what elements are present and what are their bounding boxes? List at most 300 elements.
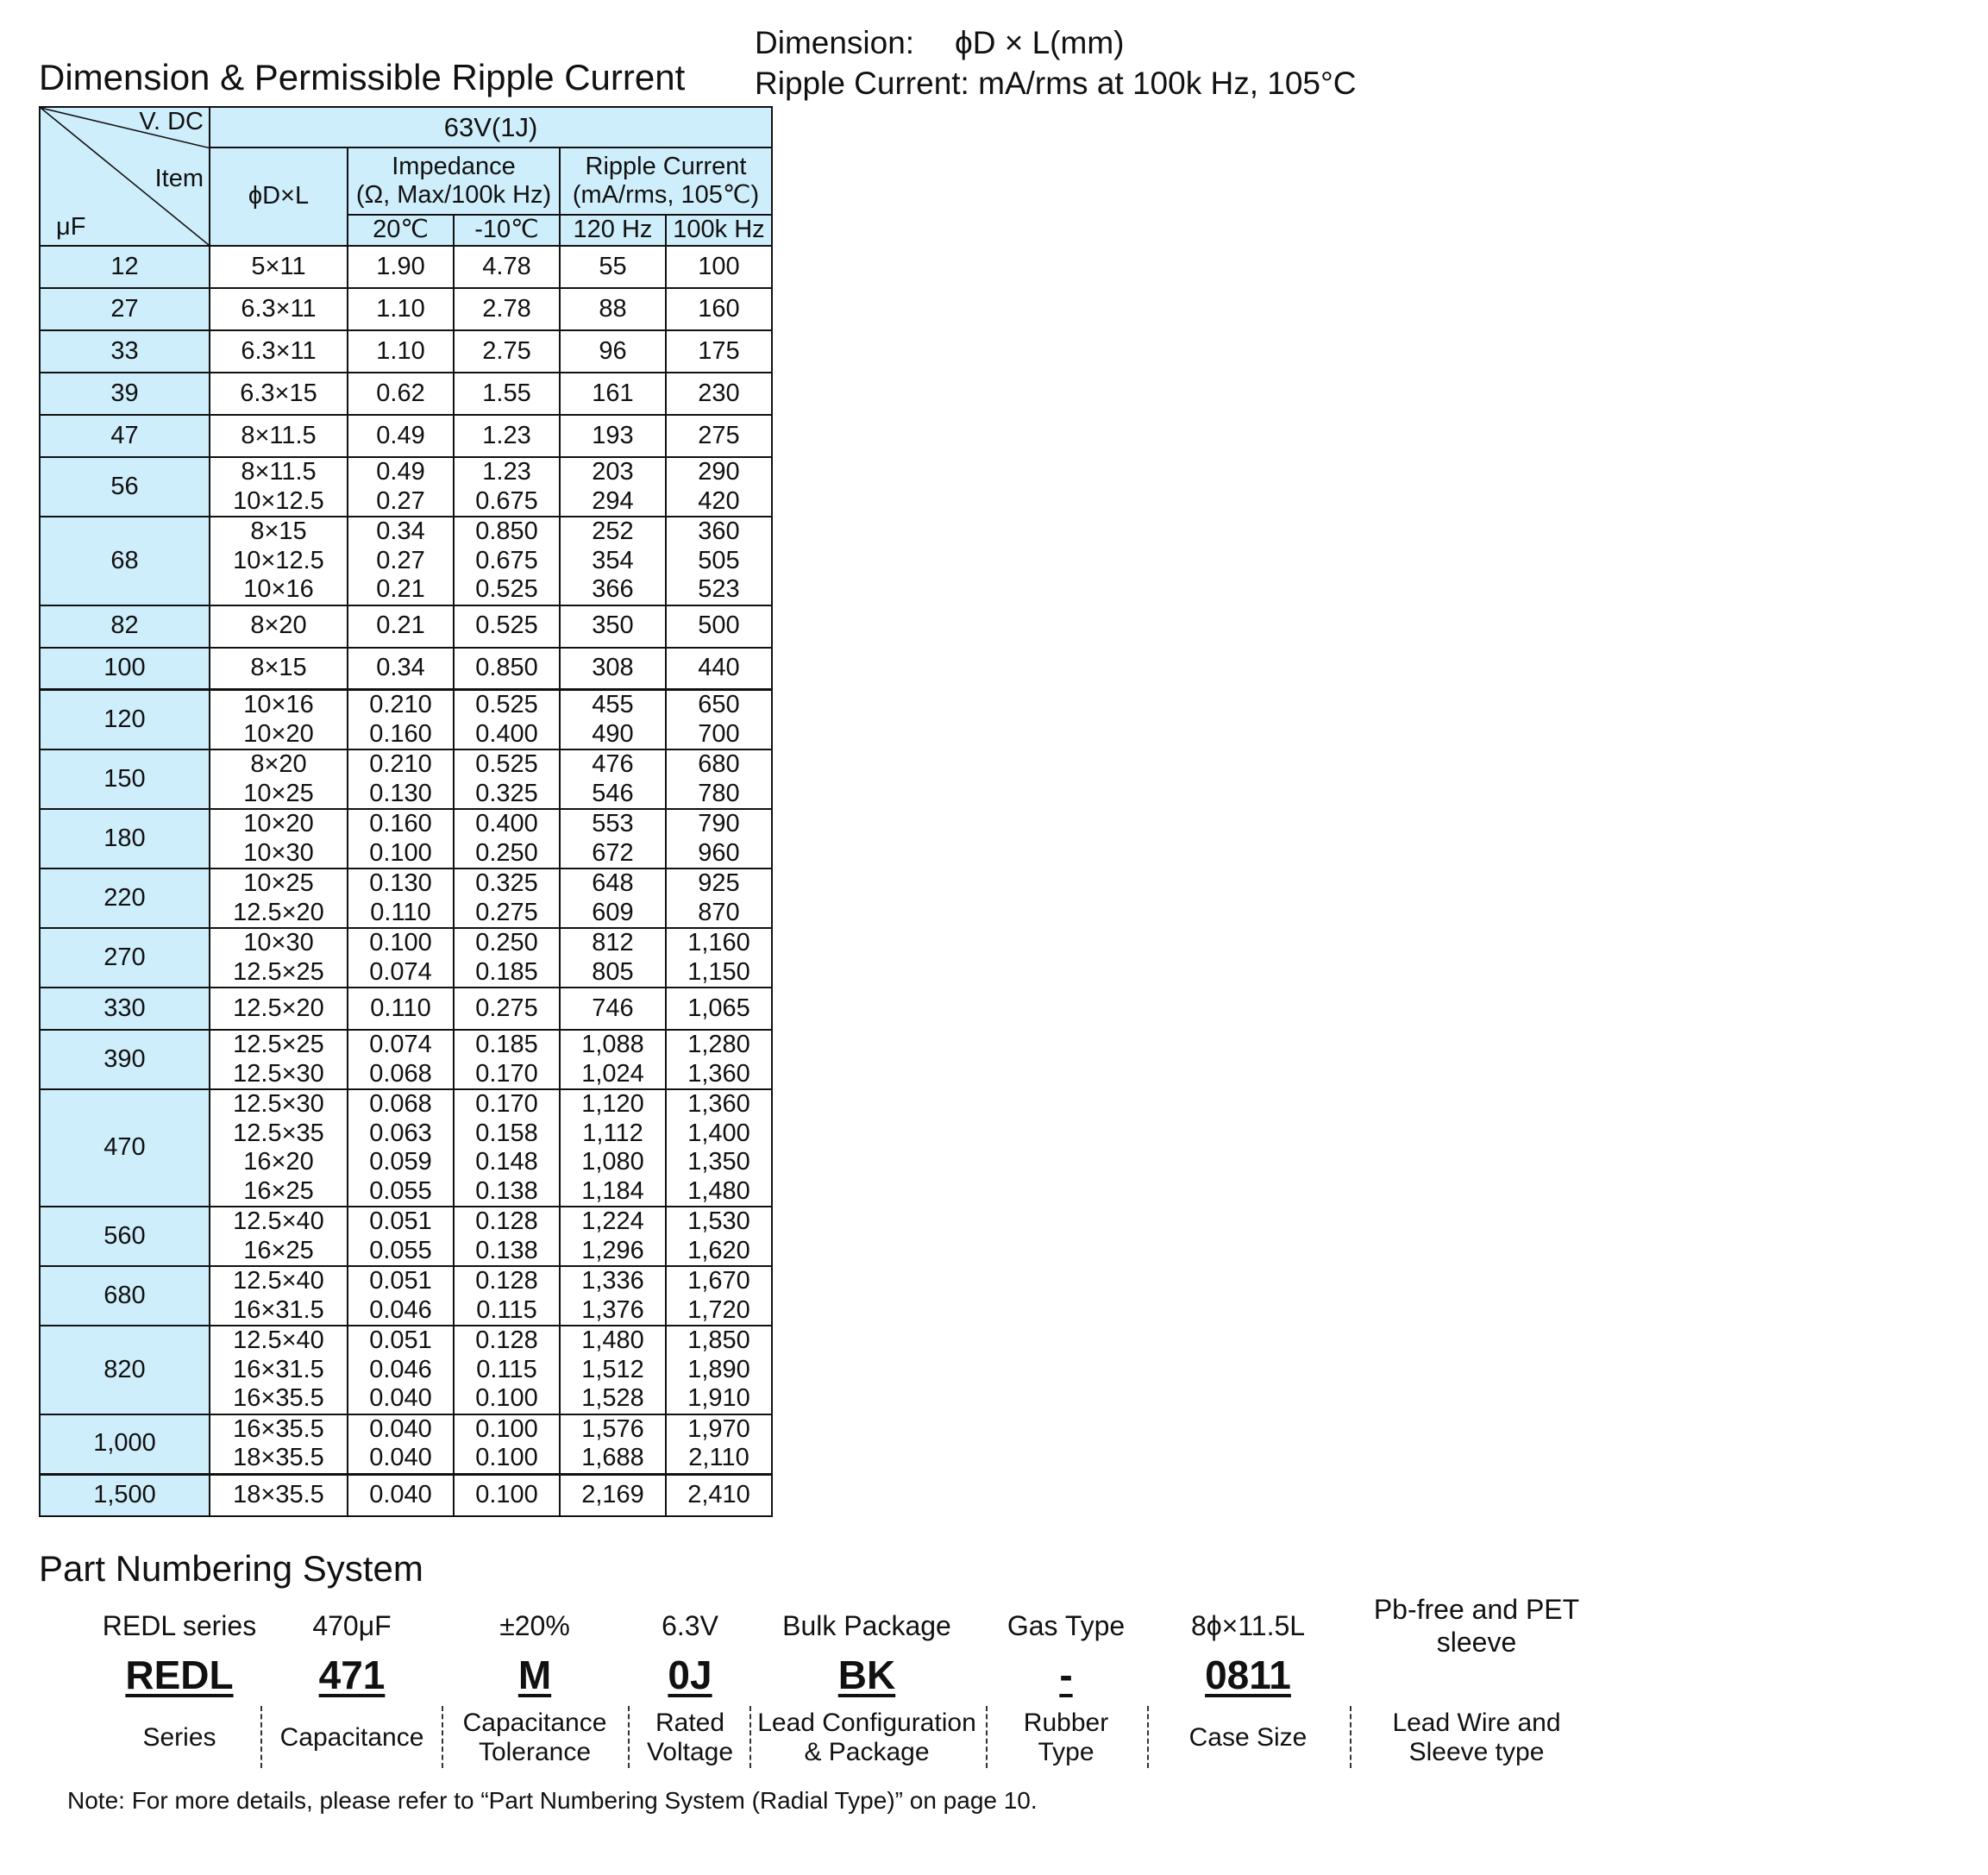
ripple-100khz-cell [666,415,772,457]
dimension-value: 10×20 [243,810,314,837]
ripple-100khz-cell [666,1414,772,1475]
dimension-value: 12.5×40 [233,1207,324,1235]
dimension-value: 8×20 [250,750,307,778]
impedance-minus10c-value: 0.400 [475,810,538,837]
ripple-120hz-value: 294 [592,486,634,515]
impedance-minus10c-cell [454,1474,560,1516]
ripple-120hz-value: 1,512 [581,1355,644,1383]
corner-uf-label: μF [56,212,86,241]
capacitance-cell: 56 [40,457,210,517]
impedance-minus10c-cell [454,648,560,690]
ripple-100khz-value: 1,620 [687,1236,750,1264]
ripple-120hz-value: 1,024 [581,1059,644,1088]
capacitance-cell: 12 [40,246,210,288]
ripple-120hz-value: 746 [592,994,634,1022]
ripple-120hz-cell [560,373,666,415]
dimension-value: 18×35.5 [233,1481,324,1508]
part-code: 471 [318,1652,386,1697]
capacitance-cell: 220 [40,869,210,928]
table-row [40,869,772,928]
part-description: Lead Configuration & Package [757,1709,976,1766]
impedance-20c-value: 0.130 [369,869,432,897]
impedance-minus10c-value: 0.275 [475,994,538,1022]
impedance-minus10c-cell [454,373,560,415]
ripple-100khz-value: 1,280 [687,1031,750,1058]
part-example: ±20% [499,1610,570,1641]
dimension-cell [210,1089,348,1207]
impedance-minus10c-value: 0.185 [475,1031,538,1058]
part-description: Rubber Type [1023,1709,1109,1766]
dimension-value: 10×20 [243,719,314,748]
impedance-20c-cell [348,457,454,517]
table-row [40,517,772,605]
part-code: REDL [125,1652,234,1697]
part-code: 0J [668,1652,712,1697]
dimension-value: 16×25 [243,1176,314,1205]
part-code: - [1059,1652,1073,1697]
part-description: Capacitance Tolerance [462,1709,607,1766]
ripple-100khz-cell [666,605,772,648]
impedance-minus10c-value: 0.400 [475,719,538,748]
part-example: 470μF [312,1610,392,1641]
ripple-100khz-value: 275 [698,421,740,449]
impedance-20c-value: 0.210 [369,750,432,778]
impedance-20c-cell [348,928,454,988]
dimension-cell [210,690,348,750]
capacitance-cell: 1,000 [40,1414,210,1475]
dimension-value: 10×16 [243,691,314,718]
impedance-20c-cell [348,1414,454,1475]
ripple-100khz-cell [666,1474,772,1516]
capacitance-cell: 150 [40,749,210,809]
dimension-cell [210,517,348,605]
part-segment [444,1591,625,1772]
table-row [40,928,772,988]
ripple-100khz-value: 100 [698,252,740,280]
ripple-120hz-value: 354 [592,546,634,574]
ripple-120hz-value: 805 [592,957,634,986]
ripple-100khz-value: 1,530 [687,1207,750,1235]
impedance-20c-cell [348,330,454,373]
impedance-20c-cell [348,690,454,750]
part-code: BK [837,1652,896,1697]
ripple-100khz-value: 1,970 [687,1414,750,1443]
impedance-20c-value: 0.074 [369,957,432,986]
ripple-120hz-cell [560,690,666,750]
impedance-20c-value: 0.110 [370,994,431,1022]
impedance-20c-value: 0.051 [369,1267,432,1295]
footnote: Note: For more details, please refer to “Part Numbering System (Radial Type)” on page 10. [67,1787,1038,1814]
ripple-120hz-cell [560,1207,666,1266]
impedance-20c-value: 0.040 [369,1384,432,1412]
dimension-value: 12.5×25 [233,1031,324,1058]
ripple-100khz-value: 500 [698,611,740,640]
impedance-minus10c-cell [454,1266,560,1326]
part-segment [737,1591,996,1772]
ripple-120hz-value: 648 [592,869,634,897]
ripple-100khz-value: 1,850 [687,1326,750,1354]
part-numbering-title: Part Numbering System [39,1548,423,1589]
part-description: Series [142,1723,216,1752]
dimension-cell [210,457,348,517]
table-row [40,457,772,517]
dimension-cell [210,1414,348,1475]
dimension-value: 12.5×25 [233,957,324,986]
part-description: Case Size [1188,1723,1308,1752]
ripple-100khz-cell [666,690,772,750]
impedance-20c-value: 0.27 [376,546,425,574]
ripple-100khz-value: 1,670 [687,1267,750,1295]
ripple-100khz-value: 175 [698,336,740,365]
part-example: 8ϕ×11.5L [1190,1610,1306,1641]
ripple-100khz-cell [666,869,772,928]
ripple-100khz-cell [666,1030,772,1089]
impedance-20c-value: 0.27 [376,486,425,515]
impedance-20c-value: 0.21 [376,575,425,603]
part-segment [625,1591,755,1772]
impedance-20c-value: 0.49 [376,458,425,486]
table-row [40,1414,772,1475]
ripple-120hz-value: 672 [592,838,634,867]
dimension-cell [210,809,348,869]
ripple-120hz-cell [560,809,666,869]
table-row [40,1474,772,1516]
dimension-cell [210,1474,348,1516]
voltage-header: 63V(1J) [210,107,772,147]
ripple-100khz-value: 2,110 [688,1444,749,1471]
impedance-minus10c-value: 0.100 [475,1444,538,1471]
dimension-cell [210,246,348,288]
capacitance-cell: 180 [40,809,210,869]
capacitance-cell: 33 [40,330,210,373]
impedance-minus10c-cell [454,1326,560,1414]
ripple-120hz-value: 88 [599,294,627,323]
capacitance-cell: 47 [40,415,210,457]
impedance-20c-cell [348,869,454,928]
corner-item-label: Item [154,165,204,192]
ripple-100khz-cell [666,373,772,415]
ripple-100khz-cell [666,1089,772,1207]
part-description: Rated Voltage [646,1709,734,1766]
impedance-minus10c-value: 1.23 [482,421,531,449]
impedance-20c-cell [348,415,454,457]
impedance-minus10c-cell [454,517,560,605]
capacitance-cell: 39 [40,373,210,415]
dimension-cell [210,415,348,457]
impedance-20c-value: 0.059 [369,1148,432,1176]
impedance-20c-value: 0.063 [369,1119,432,1147]
impedance-20c-value: 0.110 [370,898,431,926]
impedance-minus10c-cell [454,1414,560,1475]
ripple-120hz-value: 55 [599,252,627,280]
ripple-100khz-value: 505 [698,546,740,574]
dimension-value: 10×30 [243,929,314,956]
ripple-120hz-value: 1,112 [582,1119,643,1147]
dimension-value: 12.5×40 [233,1267,324,1295]
impedance-20c-value: 1.90 [376,252,425,280]
dimension-value: 18×35.5 [233,1444,324,1471]
capacitance-cell: 100 [40,648,210,690]
dimension-cell [210,648,348,690]
impedance-20c-cell [348,1030,454,1089]
dimension-value: 10×16 [243,575,314,603]
table-row [40,1089,772,1207]
impedance-20c-cell [348,809,454,869]
impedance-20c-value: 0.49 [376,421,425,449]
ripple-100khz-value: 650 [698,691,740,718]
impedance-minus10c-cell [454,605,560,648]
impedance-minus10c-cell [454,690,560,750]
part-example: REDL series [102,1610,257,1641]
impedance-minus10c-value: 0.850 [475,654,538,681]
dimension-value: 12.5×20 [233,898,324,926]
ripple-120hz-value: 1,120 [581,1090,644,1118]
table-row [40,690,772,750]
ripple-120hz-value: 455 [592,691,634,718]
ripple-120hz-value: 1,088 [581,1031,644,1058]
impedance-20c-cell [348,1474,454,1516]
ripple-100khz-cell [666,330,772,373]
dimension-cell [210,330,348,373]
ripple-100khz-cell [666,246,772,288]
impedance-minus10c-value: 0.525 [475,750,538,778]
ripple-120hz-cell [560,457,666,517]
corner-vdc-label: V. DC [139,108,204,135]
ripple-100khz-value: 1,480 [687,1176,750,1205]
ripple-120hz-value: 1,080 [581,1148,644,1176]
impedance-minus10c-value: 0.525 [475,611,538,640]
impedance-minus10c-value: 0.158 [475,1119,538,1147]
dimension-value: 6.3×11 [241,336,317,365]
ripple-100khz-value: 780 [698,779,740,807]
ripple-120hz-value: 546 [592,779,634,807]
impedance-20c-cell [348,246,454,288]
ripple-120hz-value: 350 [592,611,634,640]
ripple-100khz-value: 1,400 [687,1119,750,1147]
impedance-minus10c-value: 0.275 [475,898,538,926]
capacitance-cell: 820 [40,1326,210,1414]
impedance-minus10c-value: 0.525 [475,691,538,718]
impedance-minus10c-cell [454,809,560,869]
table-row [40,809,772,869]
impedance-20c-cell [348,988,454,1030]
ripple-100khz-value: 1,150 [687,957,750,986]
impedance-minus10c-value: 0.185 [475,957,538,986]
impedance-20c-value: 0.051 [369,1326,432,1354]
ripple-100khz-value: 1,890 [687,1355,750,1383]
dimension-value: 5×11 [251,252,306,280]
impedance-20c-value: 0.210 [369,691,432,718]
dimension-cell [210,605,348,648]
dimension-value: 8×15 [250,517,307,545]
ripple-120hz-cell [560,288,666,330]
ripple-value: mA/rms at 100k Hz, 105°C [978,66,1357,101]
dimension-value: 10×25 [243,779,314,807]
dimension-value: 6.3×11 [241,294,317,323]
ripple-120hz-cell [560,1414,666,1475]
impedance-20c-cell [348,1089,454,1207]
dimension-label: Dimension: [755,25,915,60]
dimension-value: 12.5×20 [233,994,324,1022]
part-segment [85,1591,274,1772]
impedance-minus10c-value: 0.100 [475,1384,538,1412]
part-example: 6.3V [662,1610,718,1641]
capacitance-cell: 560 [40,1207,210,1266]
impedance-20c-value: 0.040 [369,1481,432,1508]
segment-divider [442,1706,443,1768]
ripple-100khz-value: 1,910 [687,1384,750,1412]
ripple-120hz-cell [560,988,666,1030]
table-row [40,605,772,648]
sub-header-120hz: 120 Hz [560,215,666,246]
ripple-120hz-value: 1,336 [581,1267,644,1295]
dimension-cell [210,1326,348,1414]
segment-divider [986,1706,988,1768]
ripple-100khz-value: 680 [698,750,740,778]
ripple-120hz-value: 476 [592,750,634,778]
ripple-100khz-value: 1,360 [687,1090,750,1118]
dimension-value: 16×25 [243,1236,314,1264]
table-row [40,373,772,415]
ripple-100khz-value: 960 [698,838,740,867]
impedance-20c-cell [348,605,454,648]
ripple-120hz-value: 609 [592,898,634,926]
dimension-value: 8×20 [250,611,307,640]
impedance-20c-value: 0.046 [369,1355,432,1383]
dimension-value: 8×15 [250,654,307,681]
impedance-header: Impedance (Ω, Max/100k Hz) [348,147,560,215]
segment-divider [1350,1706,1351,1768]
capacitance-cell: 1,500 [40,1474,210,1516]
dimension-value: 8×11.5 [241,458,317,486]
dimension-value: ϕD × L(mm) [955,25,1125,60]
impedance-minus10c-value: 0.128 [475,1267,538,1295]
ripple-100khz-cell [666,288,772,330]
impedance-20c-value: 0.100 [369,838,432,867]
ripple-120hz-value: 193 [592,421,634,449]
impedance-20c-value: 0.160 [369,810,432,837]
dimension-cell [210,1266,348,1326]
ripple-100khz-cell [666,648,772,690]
capacitance-cell: 68 [40,517,210,605]
impedance-20c-value: 0.040 [369,1414,432,1443]
impedance-minus10c-value: 0.115 [476,1355,537,1383]
corner-header-cell [40,107,210,246]
ripple-100khz-value: 1,160 [687,929,750,956]
ripple-120hz-cell [560,517,666,605]
ripple-120hz-value: 1,528 [581,1384,644,1412]
dimension-cell [210,928,348,988]
impedance-20c-value: 0.074 [369,1031,432,1058]
dimension-cell [210,869,348,928]
impedance-20c-cell [348,1207,454,1266]
ripple-100khz-value: 523 [698,575,740,603]
dimension-value: 16×20 [243,1148,314,1176]
dimension-value: 10×12.5 [233,486,324,515]
ripple-120hz-cell [560,749,666,809]
impedance-minus10c-cell [454,928,560,988]
capacitance-cell: 390 [40,1030,210,1089]
impedance-20c-cell [348,373,454,415]
sub-header-20c: 20℃ [348,215,454,246]
capacitance-cell: 120 [40,690,210,750]
ripple-120hz-value: 2,169 [581,1481,644,1508]
ripple-120hz-value: 366 [592,575,634,603]
impedance-minus10c-cell [454,869,560,928]
ripple-100khz-value: 925 [698,869,740,897]
impedance-20c-value: 1.10 [376,336,425,365]
ripple-120hz-cell [560,330,666,373]
table-row [40,1030,772,1089]
impedance-20c-cell [348,1266,454,1326]
impedance-minus10c-cell [454,330,560,373]
ripple-120hz-value: 96 [599,336,627,365]
part-segment [1153,1591,1343,1772]
impedance-minus10c-value: 0.675 [475,486,538,515]
impedance-minus10c-cell [454,246,560,288]
impedance-minus10c-cell [454,415,560,457]
impedance-20c-value: 0.62 [376,379,425,407]
ripple-100khz-cell [666,809,772,869]
impedance-20c-value: 0.34 [376,654,425,681]
sub-header-minus10c: -10℃ [454,215,560,246]
ripple-120hz-value: 161 [592,379,634,407]
capacitance-cell: 470 [40,1089,210,1207]
ripple-120hz-cell [560,648,666,690]
impedance-minus10c-value: 2.75 [482,336,531,365]
ripple-120hz-cell [560,1030,666,1089]
capacitance-cell: 27 [40,288,210,330]
impedance-20c-cell [348,648,454,690]
ripple-100khz-value: 160 [698,294,740,323]
ripple-120hz-value: 490 [592,719,634,748]
table-row [40,246,772,288]
dimension-value: 6.3×15 [240,379,317,407]
ripple-label: Ripple Current: [755,66,969,101]
impedance-minus10c-value: 0.250 [475,929,538,956]
dimension-value: 12.5×30 [233,1059,324,1088]
ripple-100khz-value: 360 [698,517,740,545]
impedance-minus10c-value: 0.100 [475,1414,538,1443]
table-row [40,330,772,373]
ripple-120hz-cell [560,928,666,988]
ripple-120hz-value: 812 [592,929,634,956]
ripple-120hz-cell [560,415,666,457]
dimension-cell [210,1207,348,1266]
ripple-120hz-value: 553 [592,810,634,837]
impedance-minus10c-value: 4.78 [482,252,531,280]
ripple-120hz-value: 308 [592,654,634,681]
dimension-value: 16×35.5 [233,1414,324,1443]
spec-table [39,106,773,1517]
ripple-100khz-cell [666,928,772,988]
impedance-minus10c-value: 1.55 [482,379,531,407]
table-row [40,1266,772,1326]
table-row [40,288,772,330]
ripple-100khz-cell [666,1207,772,1266]
impedance-minus10c-cell [454,1207,560,1266]
impedance-20c-value: 0.160 [369,719,432,748]
dimension-cell [210,373,348,415]
sub-header-100khz: 100k Hz [666,215,772,246]
ripple-100khz-value: 870 [698,898,740,926]
ripple-120hz-value: 1,480 [581,1326,644,1354]
dimension-value: 10×30 [243,838,314,867]
impedance-minus10c-value: 0.138 [475,1236,538,1264]
part-example: Gas Type [1007,1610,1126,1641]
impedance-minus10c-value: 0.850 [475,517,538,545]
impedance-20c-value: 0.068 [369,1059,432,1088]
